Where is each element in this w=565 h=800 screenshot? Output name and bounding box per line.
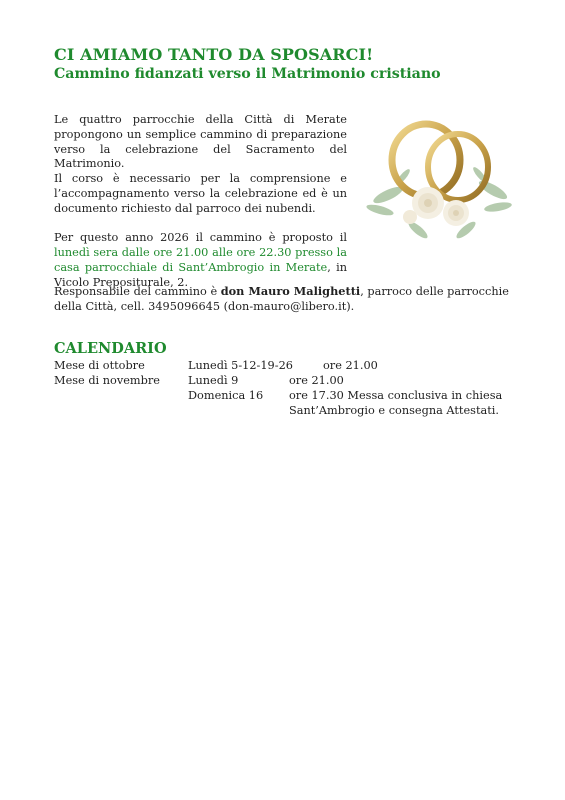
- page-title: CI AMIAMO TANTO DA SPOSARCI!: [54, 45, 374, 64]
- calendar-day: Lunedì 9: [188, 374, 239, 387]
- intro-paragraph-1: Le quattro parrocchie della Città di Merate propongono un semplice cammino di preparazione verso la celebrazione del Sacramento del Matrimonio.: [54, 113, 347, 171]
- responsible-paragraph: [54, 284, 514, 315]
- schedule-paragraph: [54, 231, 347, 290]
- schedule-prefix: Per questo anno 2026 il cammino è proposto il: [54, 231, 347, 245]
- intro-text: [54, 113, 347, 291]
- responsible-text: [54, 284, 514, 315]
- calendar-time: ore 21.00: [289, 374, 344, 387]
- calendar-time: ore 17.30 Messa conclusiva in chiesa: [289, 389, 503, 402]
- calendar-time: Sant’Ambrogio e consegna Attestati.: [289, 404, 499, 417]
- schedule-suffix: , in Vicolo Prepositurale, 2.: [54, 260, 347, 289]
- calendar-time: ore 21.00: [323, 359, 378, 372]
- schedule-highlight: lunedì sera dalle ore 21.00 alle ore 22.30 presso la casa parrocchiale di Sant’Ambrogio in Merate: [54, 246, 347, 274]
- responsible-prefix: Responsabile del cammino è: [54, 285, 221, 298]
- responsible-name: don Mauro Malighetti: [220, 284, 361, 298]
- page-subtitle: Cammino fidanzati verso il Matrimonio cristiano: [54, 66, 441, 82]
- responsible-suffix: , parroco delle parrocchie della Città, cell. 3495096645 (don-mauro@libero.it).: [54, 285, 509, 313]
- calendar-month: Mese di ottobre: [54, 359, 145, 372]
- calendar-title: CALENDARIO: [54, 340, 167, 357]
- calendar-day: Domenica 16: [188, 389, 264, 402]
- wedding-rings-icon: [358, 95, 523, 255]
- calendar-day: Lunedì 5-12-19-26: [188, 359, 293, 372]
- intro-paragraph-2: Il corso è necessario per la comprensione e l’accompagnamento verso la celebrazione ed è un documento richiesto dal parroco dei nubendi.: [54, 172, 347, 215]
- calendar-month: Mese di novembre: [54, 374, 160, 387]
